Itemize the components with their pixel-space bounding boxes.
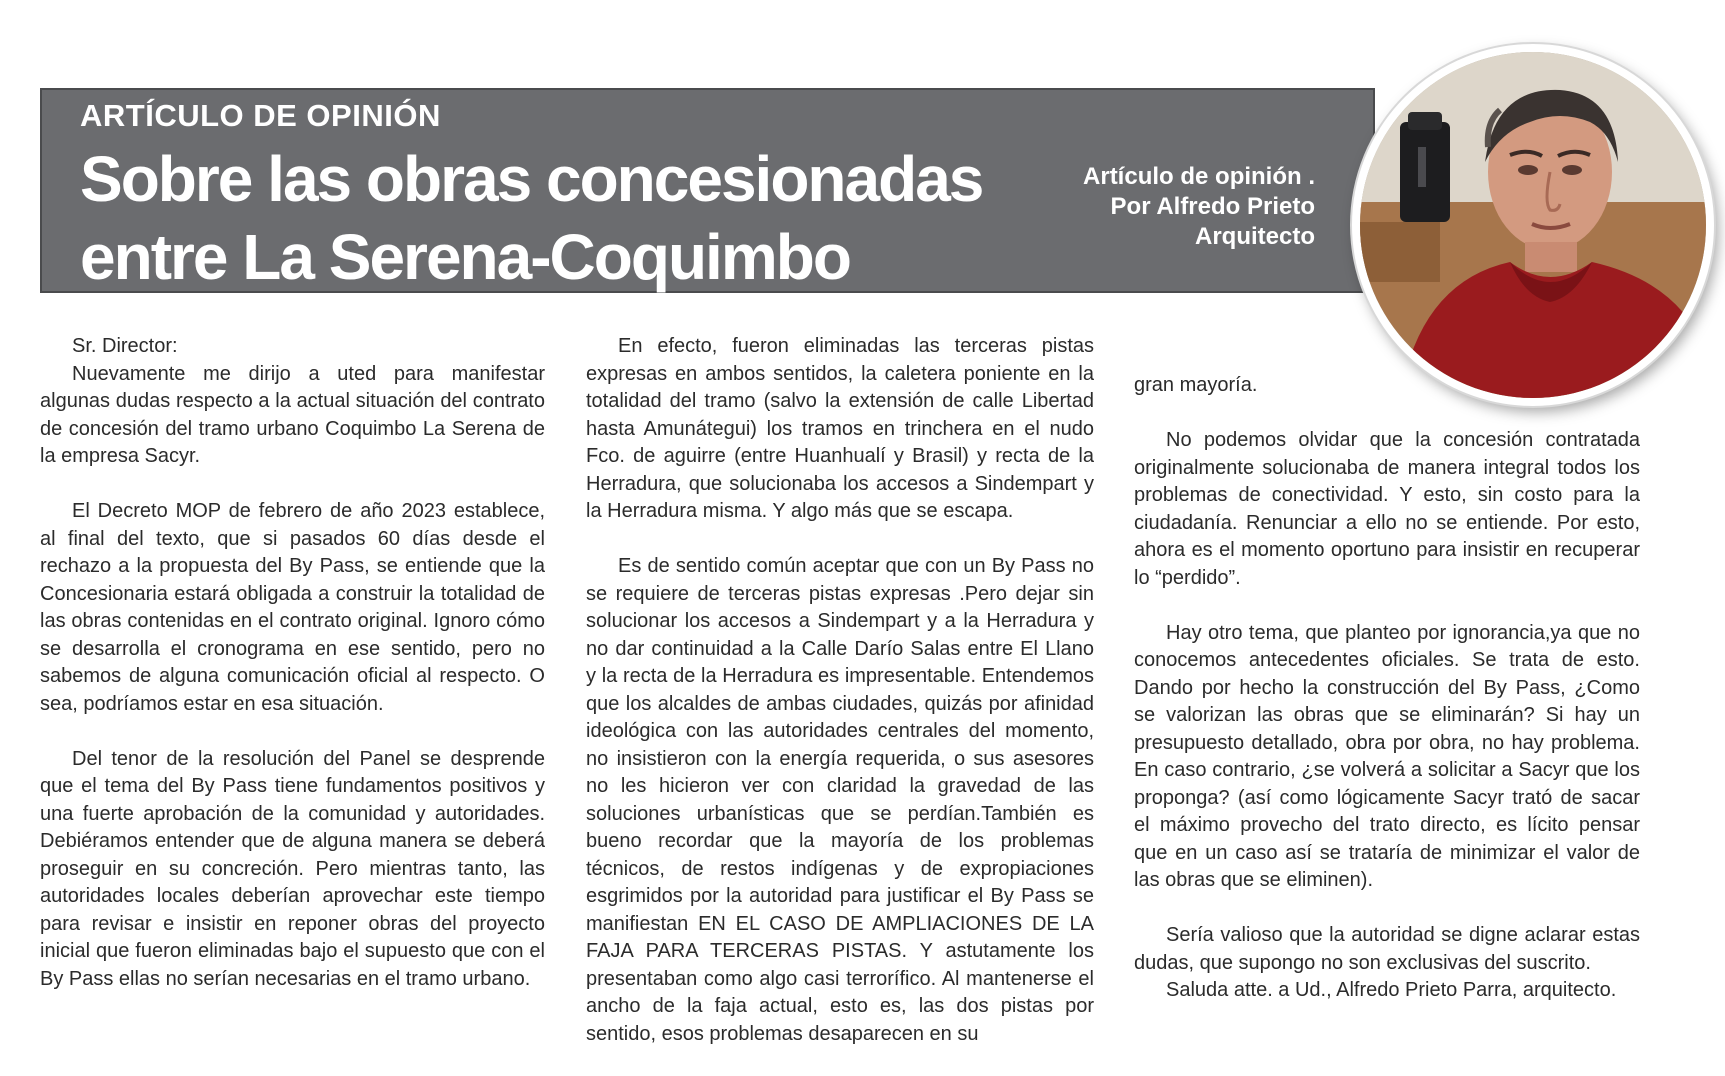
signoff: Saluda atte. a Ud., Alfredo Prieto Parra, arquitecto. [1166,979,1617,1001]
article-column-1 [40,333,545,1021]
byline-line-3: Arquitecto [1195,223,1315,250]
paragraph: En efecto, fueron eliminadas las terceras pistas expresas en ambos sentidos, la caletera poniente en la totalidad del tramo (salvo la extensión de calle Libertad hasta Amunátegui) los tramos en trinchera en el nudo Fco. de aguirre (entre Huanhualí y Brasil) y recta de la Herradura, que solucionaba los accesos a Sindempart y la Herradura misma. Y algo más que se escapa. [586,335,1094,522]
byline-line-2: Por Alfredo Prieto [1110,193,1315,220]
author-portrait [1352,44,1714,406]
paragraph: No podemos olvidar que la concesión contratada originalmente solucionaba de manera integral todos los problemas de conectividad. Y esto, sin costo para la ciudadanía. Renunciar a ello no se entiende. Por esto, ahora es el momento oportuno para insistir en recuperar lo “perdido”. [1134,429,1640,589]
paragraph-continuation: gran mayoría. [1134,374,1258,396]
paragraph: Hay otro tema, que planteo por ignorancia,ya que no conocemos antecedentes oficiales. Se trata de esto. Dando por hecho la construcción del By Pass, ¿Como se valorizan las obras que se eliminarán? Si hay un presupuesto detallado, obra por obra, no hay problema. En caso contrario, ¿se volverá a solicitar a Sacyr que los proponga? (así como lógicamente Sacyr trató de sacar el máximo provecho del trato directo, es lícito pensar que en un caso así se trataría de minimizar el valor de las obras que se eliminen). [1134,621,1640,891]
paragraph: Del tenor de la resolución del Panel se desprende que el tema del By Pass tiene fundamentos positivos y una fuerte aprobación de la comunidad y autoridades. Debiéramos entender que de alguna manera se deberá proseguir en su concreción. Pero mientras tanto, las autoridades locales deberían aprovechar este tiempo para revisar e insistir en reponer obras del proyecto inicial que fueron eliminadas bajo el supuesto que con el By Pass ellas no serían necesarias en el tramo urbano. [40,747,545,990]
headline-line-1: Sobre las obras concesionadas [80,143,983,215]
headline-line-2: entre La Serena-Coquimbo [80,221,850,293]
salutation: Sr. Director: [72,335,178,357]
article-column-2 [586,333,1094,1076]
paragraph: Nuevamente me dirijo a uted para manifestar algunas dudas respecto a la actual situación del contrato de concesión del tramo urbano Coquimbo La Serena de la empresa Sacyr. [40,362,545,467]
paragraph: El Decreto MOP de febrero de año 2023 establece, al final del texto, que si pasados 60 días desde el rechazo a la propuesta del By Pass, se entiende que la Concesionaria estará obligada a construir la totalidad de las obras contenidas en el contrato original. Ignoro cómo se desarrolla el cronograma en ese sentido, pero no sabemos de alguna comunicación oficial al respecto. O sea, podríamos estar en esa situación. [40,500,545,715]
article-headline [80,140,1010,296]
paragraph: Sería valioso que la autoridad se digne aclarar estas dudas, que supongo no son exclusivas del suscrito. [1134,924,1640,974]
byline [1083,162,1315,252]
portrait-illustration [1360,52,1706,398]
article-column-3 [1134,372,1640,1005]
paragraph: Es de sentido común aceptar que con un By Pass no se requiere de terceras pistas expresas .Pero dejar sin solucionar los accesos a Sindempart y a la Herradura y no dar continuidad a la Calle Darío Salas entre El Llano y la recta de la Herradura es impresentable. Entendemos que los alcaldes de ambas ciudades, quizás por afinidad ideológica con las autoridades centrales del momento, no insistieron con la energía requerida, o sus asesores no les hicieron ver con claridad la gravedad de las soluciones urbanísticas que se perdían.También es bueno recordar que la mayoría de los problemas técnicos, de restos indígenas y de expropiaciones esgrimidos por la autoridad para justificar el By Pass se manifiestan EN EL CASO DE AMPLIACIONES DE LA FAJA PARA TERCERAS PISTAS. Y astutamente los presentaban como algo casi terrorífico. Al mantenerse el ancho de la faja actual, esto es, las dos pistas por sentido, esos problemas desaparecen en su [586,555,1094,1045]
byline-line-1: Artículo de opinión . [1083,163,1315,190]
section-kicker: ARTÍCULO DE OPINIÓN [80,98,441,133]
